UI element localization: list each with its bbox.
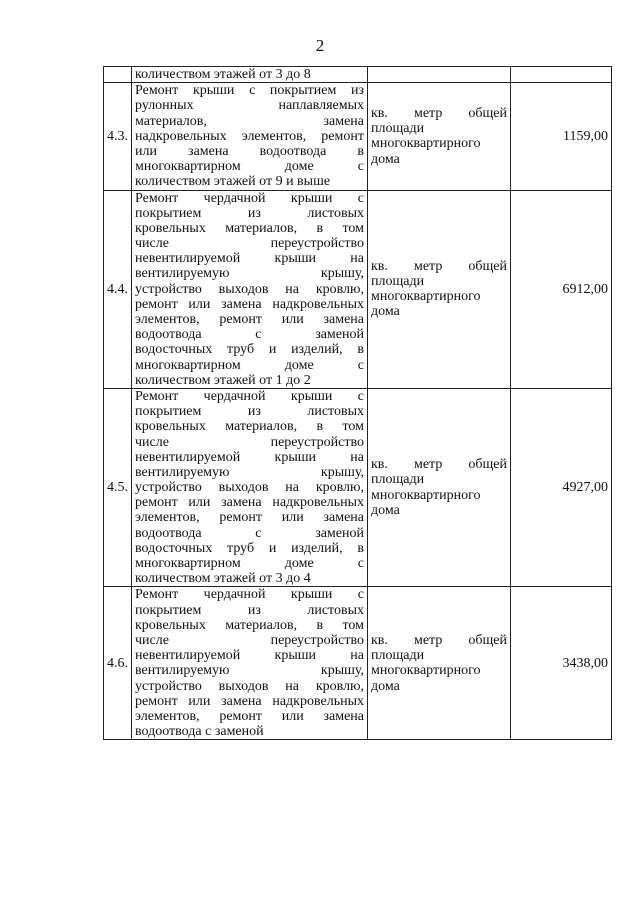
description-line: ремонт или замена надкровельных (135, 693, 364, 709)
description-line: количеством этажей от 9 и выше (135, 174, 331, 190)
description-line: вентилируемую крышу, (135, 464, 364, 480)
description-line: многоквартирном доме с (135, 556, 364, 571)
unit-line: площади (371, 648, 425, 664)
unit-line: кв. метр общей (371, 632, 507, 648)
description-line: числе переустройство (135, 434, 364, 450)
description-line: Ремонт чердачной крыши с (135, 587, 364, 603)
description-line: водоотвода с заменой (135, 724, 264, 740)
description-line: невентилируемой крыши на (135, 449, 364, 465)
description-line: количеством этажей от 1 до 2 (135, 372, 311, 388)
description-line: вентилируемую крышу, (135, 266, 364, 282)
description-line: ремонт или замена надкровельных (135, 495, 364, 511)
description-line: материалов, замена (135, 113, 364, 129)
description-line: элементов, ремонт или замена (135, 312, 364, 327)
description-line: водосточных труб и изделий, в (135, 342, 364, 358)
description-line: невентилируемой крыши на (135, 648, 364, 664)
description-line: многоквартирном доме с (135, 159, 364, 175)
description-line: рулонных наплавляемых (135, 98, 364, 114)
description-line: покрытием из листовых (135, 602, 364, 618)
price-value: 3438,00 (511, 587, 612, 740)
item-number: 4.6. (104, 587, 132, 740)
description-line: водоотвода с заменой (135, 525, 364, 541)
unit-of-measure (368, 67, 511, 83)
work-description (132, 587, 368, 740)
description-line: числе переустройство (135, 632, 364, 648)
unit-line: кв. метр общей (371, 105, 507, 121)
price-value: 1159,00 (511, 83, 612, 190)
table-row (104, 587, 612, 740)
unit-line: дома (371, 151, 400, 167)
unit-line: кв. метр общей (371, 258, 507, 274)
price-table-body (104, 67, 612, 740)
unit-of-measure (368, 587, 511, 740)
unit-line: кв. метр общей (371, 457, 507, 473)
unit-line: площади (371, 274, 425, 290)
table-row (104, 83, 612, 190)
description-line: Ремонт крыши с покрытием из (135, 83, 364, 99)
table-row (104, 388, 612, 586)
item-number: 4.4. (104, 190, 132, 388)
unit-line: многоквартирного (371, 136, 481, 152)
unit-of-measure (368, 388, 511, 586)
unit-line: дома (371, 502, 400, 518)
unit-line: многоквартирного (371, 487, 481, 503)
price-value: 6912,00 (511, 190, 612, 388)
work-description (132, 190, 368, 388)
work-description (132, 388, 368, 586)
unit-line: площади (371, 121, 425, 137)
description-line: устройство выходов на кровлю, (135, 281, 364, 297)
unit-line: многоквартирного (371, 289, 481, 305)
description-line: надкровельных элементов, ремонт (135, 128, 364, 144)
description-line: водосточных труб и изделий, в (135, 540, 364, 556)
description-line: кровельных материалов, в том (135, 419, 364, 435)
work-description (132, 67, 368, 83)
item-number: 4.5. (104, 388, 132, 586)
description-line: невентилируемой крыши на (135, 251, 364, 267)
description-line: покрытием из листовых (135, 404, 364, 420)
description-line: элементов, ремонт или замена (135, 510, 364, 526)
table-row (104, 67, 612, 83)
description-line: устройство выходов на кровлю, (135, 480, 364, 496)
unit-of-measure (368, 83, 511, 190)
description-line: числе переустройство (135, 236, 364, 252)
description-line: кровельных материалов, в том (135, 617, 364, 633)
description-line: элементов, ремонт или замена (135, 708, 364, 724)
work-description (132, 83, 368, 190)
unit-of-measure (368, 190, 511, 388)
description-line: ремонт или замена надкровельных (135, 296, 364, 312)
price-value: 4927,00 (511, 388, 612, 586)
unit-line: многоквартирного (371, 663, 481, 679)
page-number: 2 (315, 36, 325, 55)
description-line: водоотвода с заменой (135, 327, 364, 343)
description-line: количеством этажей от 3 до 4 (135, 571, 311, 587)
description-line: покрытием из листовых (135, 205, 364, 221)
item-number (104, 67, 132, 83)
unit-line: дома (371, 678, 400, 694)
description-line: многоквартирном доме с (135, 357, 364, 373)
unit-line: дома (371, 304, 400, 320)
unit-line: площади (371, 472, 425, 488)
price-table (103, 66, 612, 740)
description-line: кровельных материалов, в том (135, 220, 364, 236)
description-line: устройство выходов на кровлю, (135, 678, 364, 694)
description-line: Ремонт чердачной крыши с (135, 388, 364, 404)
description-line: или замена водоотвода в (135, 143, 364, 159)
table-row (104, 190, 612, 388)
description-line: Ремонт чердачной крыши с (135, 190, 364, 206)
item-number: 4.3. (104, 83, 132, 190)
price-value (511, 67, 612, 83)
description-line: количеством этажей от 3 до 8 (135, 67, 311, 82)
description-line: вентилируемую крышу, (135, 663, 364, 679)
